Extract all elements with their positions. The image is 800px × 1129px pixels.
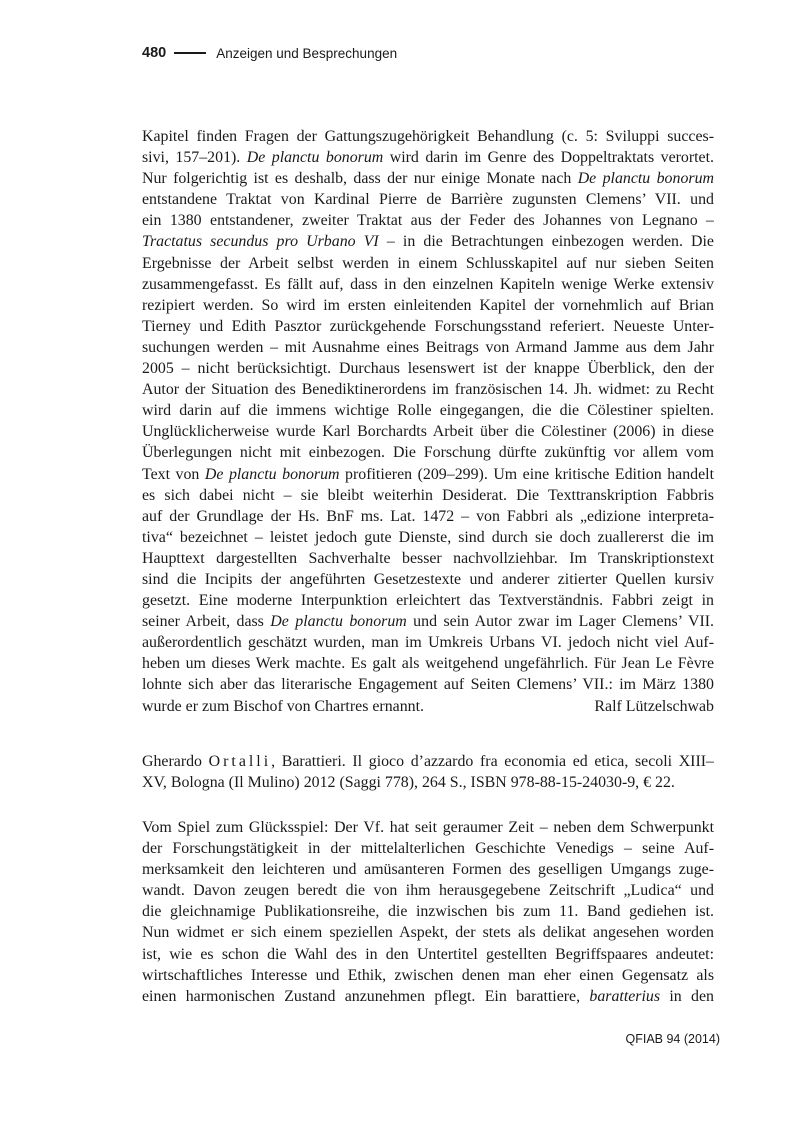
text-line: die gleichnamige Publikationsreihe, die inzwischen bis zum 11. Band gediehen ist. <box>142 903 714 921</box>
text-line: suchungen werden – mit Ausnahme eines Beitrags von Armand Jamme aus dem Jahr <box>142 338 714 356</box>
review-1-body <box>142 126 714 717</box>
text-line: Ergebnisse der Arbeit selbst werden in einem Schlusskapitel auf nur sieben Seiten <box>142 254 714 272</box>
text-line: sivi, 157–201). De planctu bonorum wird darin im Genre des Doppeltraktats verortet. <box>142 149 714 167</box>
review-2-body <box>142 817 714 1007</box>
review-2-citation <box>142 751 714 793</box>
text-line: es sich dabei nicht – sie bleibt weiterhin Desiderat. Die Texttranskription Fabbris <box>142 486 714 504</box>
text-line: Kapitel finden Fragen der Gattungszugehörigkeit Behandlung (c. 5: Sviluppi succes- <box>142 128 714 145</box>
text-line: heben um dieses Werk machte. Es galt als weitgehend ungefährlich. Für Jean Le Fèvre <box>142 655 714 673</box>
text-line: einen harmonischen Zustand anzunehmen pflegt. Ein barattiere, baratterius in den <box>142 987 714 1005</box>
text-line: Nun widmet er sich einem speziellen Aspekt, der stets als delikat angesehen worden <box>142 924 714 942</box>
page-number: 480 <box>142 45 167 61</box>
text-line: außerordentlich geschätzt wurden, man im Umkreis Urbans VI. jedoch nicht viel Auf- <box>142 634 714 652</box>
reviewer-name: Ralf Lützelschwab <box>594 697 714 715</box>
text-line: lohnte sich aber das literarische Engagement auf Seiten Clemens’ VII.: im März 1380 <box>142 676 714 694</box>
text-line: Haupttext dargestellten Sachverhalte besser nachvollziehbar. Im Transkriptionstext <box>142 549 714 567</box>
text-line: wandt. Davon zeugen beredt die von ihm herausgegebene Zeitschrift „Ludica“ und <box>142 882 714 900</box>
text-line: Tractatus secundus pro Urbano VI – in die Betrachtungen einbezogen werden. Die <box>142 233 714 251</box>
text-line-signature: wurde er zum Bischof von Chartres ernannt. Ralf Lützelschwab <box>142 696 714 717</box>
citation-line: XV, Bologna (Il Mulino) 2012 (Saggi 778), 264 S., ISBN 978-88-15-24030-9, € 22. <box>142 774 675 792</box>
text-line: merksamkeit den leichteren und amüsanteren Formen des geselligen Umgangs zuge- <box>142 861 714 879</box>
citation-line: Gherardo Ortalli, Barattieri. Il gioco d’azzardo fra economia ed etica, secoli XIII– <box>142 753 714 770</box>
text-line: auf der Grundlage der Hs. BnF ms. Lat. 1472 – von Fabbri als „edizione interpreta- <box>142 507 714 525</box>
text-line: rezipiert werden. So wird im ersten einleitenden Kapitel der vornehmlich auf Brian <box>142 296 714 314</box>
text-line: wird darin auf die immens wichtige Rolle eingegangen, die die Cölestiner spielten. <box>142 402 714 420</box>
text-line: wirtschaftliches Interesse und Ethik, zwischen denen man eher einen Gegensatz als <box>142 966 714 984</box>
running-header <box>142 42 722 64</box>
text-line: Vom Spiel zum Glücksspiel: Der Vf. hat seit geraumer Zeit – neben dem Schwerpunkt <box>142 819 714 836</box>
header-rule <box>174 52 206 54</box>
author-surname: Ortalli <box>208 753 272 770</box>
text-line: seiner Arbeit, dass De planctu bonorum und sein Autor zwar im Lager Clemens’ VII. <box>142 613 714 631</box>
text-line: ist, wie es schon die Wahl des in den Untertitel gestellten Begriffspaares andeutet: <box>142 945 714 963</box>
text-line: Nur folgerichtig ist es deshalb, dass der nur einige Monate nach De planctu bonorum <box>142 170 714 188</box>
text-line: Unglücklicherweise wurde Karl Borchardts Arbeit über die Cölestiner (2006) in diese <box>142 423 714 441</box>
text-line: 2005 – nicht berücksichtigt. Durchaus lesenswert ist der knappe Überblick, den der <box>142 360 714 378</box>
text-line: sind die Incipits der angeführten Gesetzestexte und anderer zitierter Quellen kursiv <box>142 570 714 588</box>
section-title: Anzeigen und Besprechungen <box>216 45 398 61</box>
text-line: Überlegungen nicht mit einbezogen. Die Forschung dürfte zukünftig vor allem vom <box>142 444 714 462</box>
text-line: der Forschungstätigkeit in der mittelalterlichen Geschichte Venedigs – seine Auf- <box>142 840 714 858</box>
text-line: gesetzt. Eine moderne Interpunktion erleichtert das Textverständnis. Fabbri zeigt in <box>142 592 714 610</box>
journal-footer: QFIAB 94 (2014) <box>625 1032 720 1046</box>
text-line: zusammengefasst. Es fällt auf, dass in den einzelnen Kapiteln wenige Werke extensiv <box>142 275 714 293</box>
text-line: Tierney und Edith Pasztor zurückgehende Forschungsstand referiert. Neueste Unter- <box>142 317 714 335</box>
text-line: entstandene Traktat von Kardinal Pierre de Barrière zugunsten Clemens’ VII. und <box>142 191 714 209</box>
text-line: tiva“ bezeichnet – leistet jedoch gute Dienste, sind durch sie doch zuallererst die im <box>142 528 714 546</box>
text-line: Text von De planctu bonorum profitieren (209–299). Um eine kritische Edition handelt <box>142 465 714 483</box>
text-line: ein 1380 entstandener, zweiter Traktat aus der Feder des Johannes von Legnano – <box>142 212 714 230</box>
text-line: Autor der Situation des Benediktinerordens im französischen 14. Jh. widmet: zu Recht <box>142 381 714 399</box>
